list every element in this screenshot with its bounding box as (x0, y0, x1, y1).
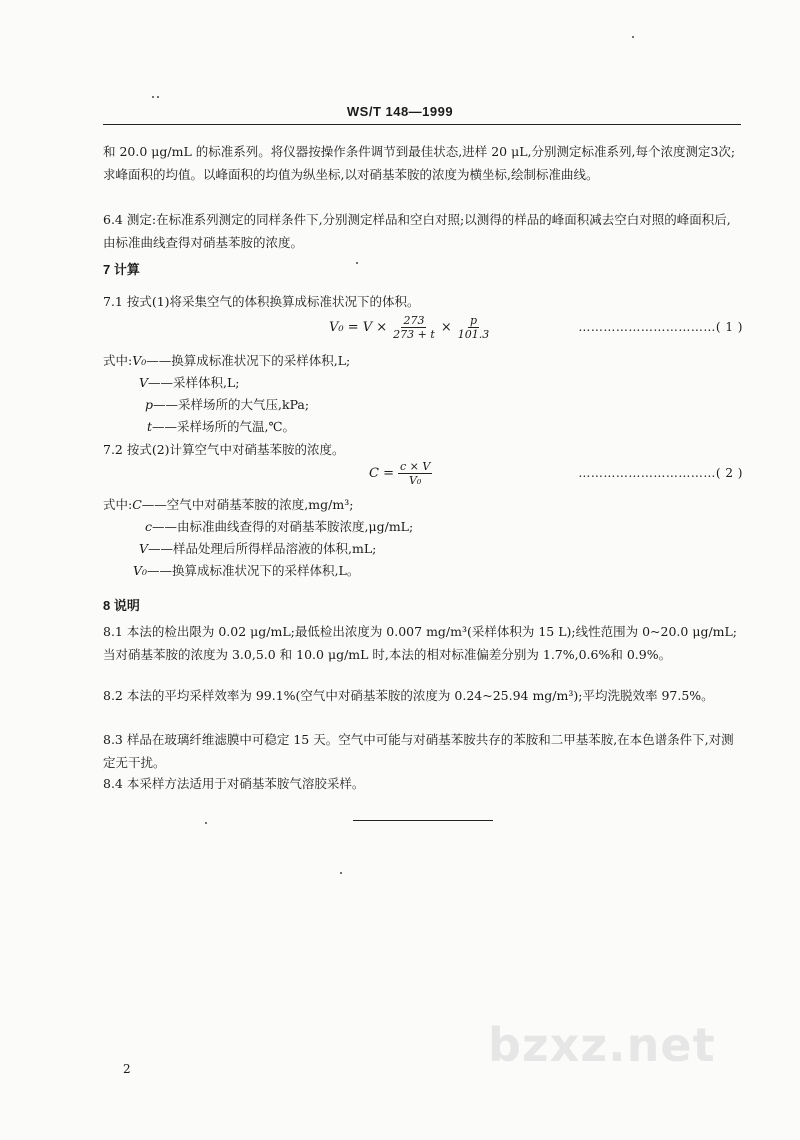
note-8-3: 8.3 样品在玻璃纤维滤膜中可稳定 15 天。空气中可能与对硝基苯胺共存的苯胺和二甲基苯胺,在本色谱条件下,对测定无干扰。 (103, 732, 734, 770)
variable-row (103, 372, 743, 394)
variable-description: ——换算成标准状况下的采样体积,L; (146, 353, 351, 368)
variable-symbol: V (139, 375, 149, 390)
eq2-fraction (398, 460, 432, 487)
eq2-den: V₀ (408, 474, 422, 487)
scan-speck (152, 96, 154, 98)
eq1-frac-a-num: 273 (403, 314, 425, 327)
variable-row (103, 350, 743, 372)
variable-symbol: c (145, 519, 153, 534)
variable-row (103, 516, 743, 538)
variable-symbol: V₀ (133, 563, 148, 578)
header-rule (103, 124, 741, 125)
variable-symbol: t (147, 419, 153, 434)
watermark: bzxz.net (488, 1018, 716, 1072)
equation-1 (103, 314, 743, 344)
eq1-times: × (440, 320, 452, 335)
variables-list-2 (103, 494, 743, 582)
variable-prefix: 式中: (103, 353, 133, 368)
paragraph-6-4: 6.4 测定:在标准系列测定的同样条件下,分别测定样品和空白对照;以测得的样品的峰面积减去空白对照的峰面积后,由标准曲线查得对硝基苯胺的浓度。 (103, 212, 731, 250)
scan-speck (632, 36, 634, 38)
variable-symbol: C (132, 497, 142, 512)
variable-row (103, 538, 743, 560)
variable-description: ——由标准曲线查得的对硝基苯胺浓度,μg/mL; (152, 519, 414, 534)
section-7-heading: 7 计算 (103, 262, 140, 277)
note-8-2: 8.2 本法的平均采样效率为 99.1%(空气中对硝基苯胺的浓度为 0.24~25.94 mg/m³);平均洗脱效率 97.5%。 (103, 688, 714, 703)
clause-7-1: 7.1 按式(1)将采集空气的体积换算成标准状况下的体积。 (103, 294, 420, 309)
page-header: WS/T 148—1999 (346, 104, 454, 119)
equation-1-number: ……………………………( 1 ) (578, 320, 743, 334)
clause-7-2: 7.2 按式(2)计算空气中对硝基苯胺的浓度。 (103, 442, 345, 457)
variable-description: ——采样场所的气温,℃。 (152, 419, 295, 434)
scan-speck (205, 822, 207, 824)
scan-speck (340, 872, 342, 874)
variable-row (103, 560, 743, 582)
variable-description: ——空气中对硝基苯胺的浓度,mg/m³; (141, 497, 354, 512)
variable-symbol: p (145, 397, 154, 412)
variable-symbol: V₀ (132, 353, 147, 368)
note-8-4: 8.4 本采样方法适用于对硝基苯胺气溶胶采样。 (103, 776, 365, 791)
variables-list-1 (103, 350, 743, 438)
variable-row (103, 494, 743, 516)
section-8-heading: 8 说明 (103, 598, 140, 613)
page-number: 2 (123, 1062, 131, 1076)
equation-2-number: ……………………………( 2 ) (578, 466, 743, 480)
variable-row (103, 394, 743, 416)
eq1-frac-a-den: 273 + t (393, 328, 435, 341)
variable-description: ——采样场所的大气压,kPa; (153, 397, 310, 412)
eq1-lhs: V₀ = V × (329, 320, 388, 335)
variable-prefix: 式中: (103, 497, 133, 512)
scan-speck (157, 96, 159, 98)
equation-2 (103, 460, 743, 490)
variable-symbol: V (139, 541, 149, 556)
eq1-frac-b-num: p (469, 314, 477, 327)
eq1-fraction-b (456, 314, 492, 341)
variable-row (103, 416, 743, 438)
eq1-frac-b-den: 101.3 (457, 328, 490, 341)
variable-description: ——样品处理后所得样品溶液的体积,mL; (148, 541, 377, 556)
end-of-text-rule (353, 820, 493, 821)
eq2-lhs: C = (369, 466, 394, 481)
eq2-num: c × V (399, 460, 431, 473)
variable-description: ——采样体积,L; (148, 375, 240, 390)
paragraph-continuation: 和 20.0 μg/mL 的标准系列。将仪器按操作条件调节到最佳状态,进样 20 μL,分别测定标准系列,每个浓度测定3次;求峰面积的均值。以峰面积的均值为纵坐标,以对硝基苯胺的浓度为横坐标,绘制标准曲线。 (103, 144, 736, 182)
note-8-1: 8.1 本法的检出限为 0.02 μg/mL;最低检出浓度为 0.007 mg/m³(采样体积为 15 L);线性范围为 0~20.0 μg/mL;当对硝基苯胺的浓度为 3.0,5.0 和 10.0 μg/mL 时,本法的相对标准偏差分别为 1.7%,0.6%和 0.9%。 (103, 624, 738, 662)
variable-description: ——换算成标准状况下的采样体积,L。 (147, 563, 360, 578)
eq1-fraction-a (391, 314, 437, 341)
